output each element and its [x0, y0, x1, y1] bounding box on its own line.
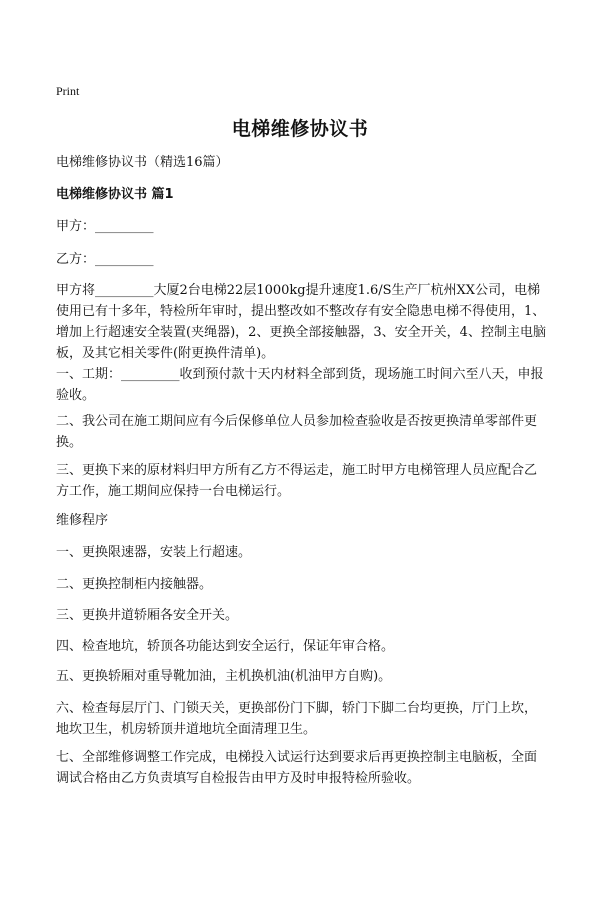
procedure-item-7: 七、全部维修调整工作完成，电梯投入试运行达到要求后再更换控制主电脑板，全面调试合格由乙方负责填写自检报告由甲方及时申报特检所验收。: [56, 750, 538, 786]
document-title: 电梯维修协议书: [231, 118, 369, 140]
paragraph-intro: 甲方将_________大厦2台电梯22层1000kg提升速度1.6/S生产厂杭州XX公司，电梯使用已有十多年，特检所年审时，提出整改如不整改存有安全隐患电梯不得使用，1、增加上行超速安全装置(夹绳器)，2、更换全部接触器，3、安全开关，4、控制主电脑板，及其它相关零件(附更换件清单)。: [56, 283, 546, 361]
procedure-item-6: 六、检查每层厅门、门锁天关，更换部份门下脚，轿门下脚二台均更换，厅门上坎，地坎卫生，机房轿顶井道地坑全面清理卫生。: [56, 701, 538, 737]
section-heading: 电梯维修协议书 篇1: [56, 187, 174, 202]
paragraph-materials: 三、更换下来的原材料归甲方所有乙方不得运走，施工时甲方电梯管理人员应配合乙方工作，施工期间应保持一台电梯运行。: [56, 463, 538, 499]
party-b-line: 乙方：_________: [56, 252, 154, 267]
paragraph-duration: 一、工期：_________收到预付款十天内材料全部到货，现场施工时间六至八天，申报验收。: [56, 367, 544, 403]
document-subtitle: 电梯维修协议书（精选16篇）: [56, 155, 229, 170]
procedure-item-1: 一、更换限速器，安装上行超速。: [56, 545, 252, 560]
procedure-item-5: 五、更换轿厢对重导靴加油，主机换机油(机油甲方自购)。: [56, 669, 392, 684]
procedure-item-4: 四、检查地坑，轿顶各功能达到安全运行，保证年审合格。: [56, 639, 395, 654]
procedure-item-2: 二、更换控制柜内接触器。: [56, 577, 213, 592]
party-a-line: 甲方：_________: [56, 219, 154, 234]
maintenance-procedure-heading: 维修程序: [56, 513, 109, 528]
procedure-item-3: 三、更换井道轿厢各安全开关。: [56, 608, 239, 623]
print-label: Print: [56, 84, 80, 98]
paragraph-inspection: 二、我公司在施工期间应有今后保修单位人员参加检查验收是否按更换清单零部件更换。: [56, 414, 538, 450]
